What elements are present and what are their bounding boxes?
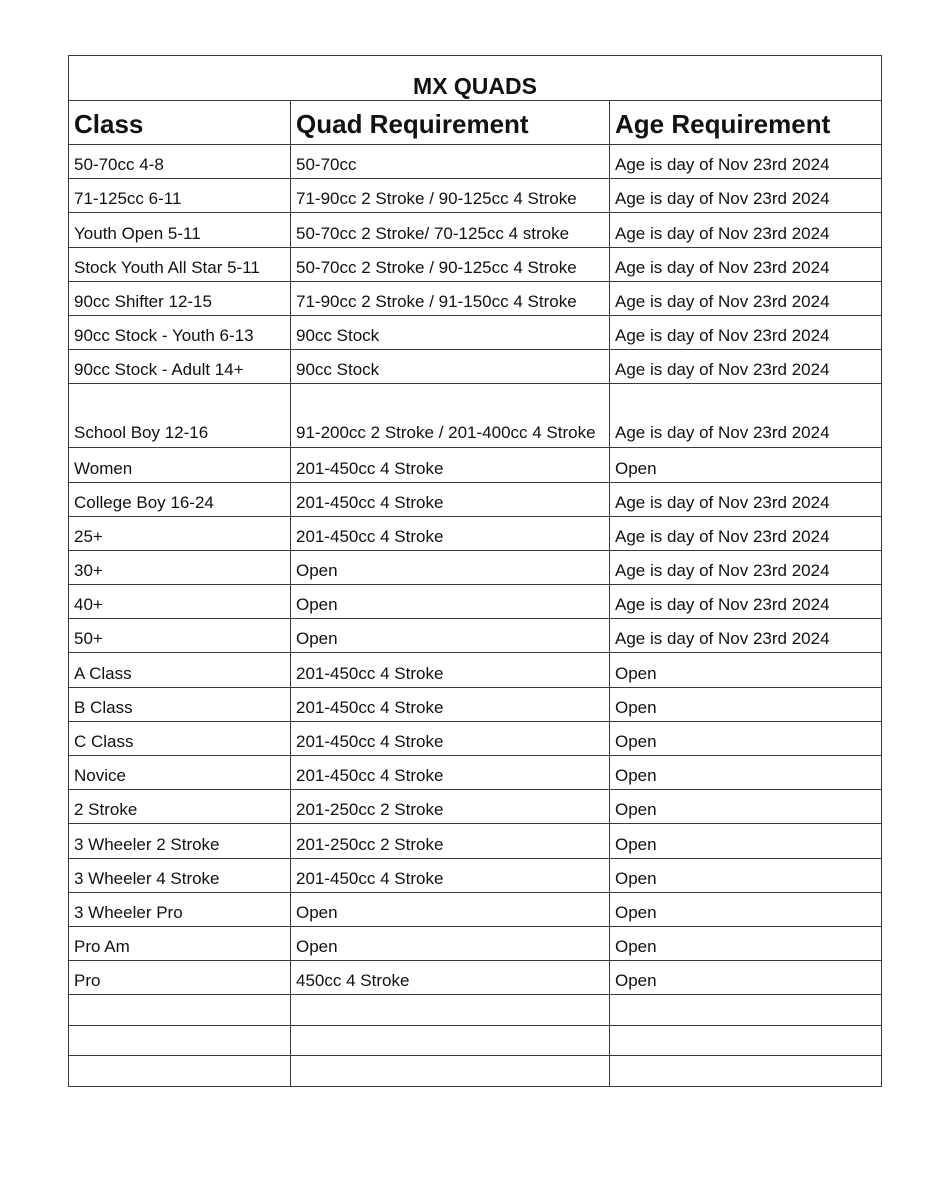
class-cell: 2 Stroke [69,790,291,824]
quad-requirement-cell: 71-90cc 2 Stroke / 91-150cc 4 Stroke [291,281,610,315]
table-row [69,790,882,824]
age-requirement-cell: Age is day of Nov 23rd 2024 [610,247,882,281]
class-cell: School Boy 12-16 [69,384,291,448]
sheet-title: MX QUADS [69,56,882,101]
column-header-class: Class [69,101,291,145]
quad-requirement-cell: 50-70cc [291,145,610,179]
table-row [69,756,882,790]
empty-cell [610,995,882,1026]
class-cell: 3 Wheeler 2 Stroke [69,824,291,858]
quad-requirement-cell: 201-450cc 4 Stroke [291,721,610,755]
quad-requirement-cell: Open [291,926,610,960]
quad-requirement-cell: 201-450cc 4 Stroke [291,858,610,892]
quad-requirement-cell: 91-200cc 2 Stroke / 201-400cc 4 Stroke [291,384,610,448]
age-requirement-cell: Age is day of Nov 23rd 2024 [610,213,882,247]
empty-cell [610,1025,882,1056]
class-cell: Women [69,448,291,482]
table-row [69,892,882,926]
quad-requirement-cell: 201-450cc 4 Stroke [291,448,610,482]
age-requirement-cell: Open [610,961,882,995]
age-requirement-cell: Open [610,892,882,926]
table-row [69,179,882,213]
class-cell: Stock Youth All Star 5-11 [69,247,291,281]
class-cell: 90cc Shifter 12-15 [69,281,291,315]
empty-cell [291,995,610,1026]
table-row [69,213,882,247]
table-row [69,350,882,384]
empty-row [69,1056,882,1087]
table-row [69,926,882,960]
table-row [69,550,882,584]
quad-requirement-cell: 201-450cc 4 Stroke [291,653,610,687]
age-requirement-cell: Open [610,687,882,721]
age-requirement-cell: Age is day of Nov 23rd 2024 [610,281,882,315]
class-cell: 30+ [69,550,291,584]
empty-row [69,1025,882,1056]
quad-requirement-cell: 201-450cc 4 Stroke [291,687,610,721]
table-row [69,281,882,315]
age-requirement-cell: Age is day of Nov 23rd 2024 [610,384,882,448]
quad-requirement-cell: Open [291,619,610,653]
table-row [69,619,882,653]
quad-requirement-cell: 50-70cc 2 Stroke / 90-125cc 4 Stroke [291,247,610,281]
table-row [69,721,882,755]
age-requirement-cell: Open [610,790,882,824]
table-row [69,145,882,179]
class-cell: 25+ [69,516,291,550]
class-cell: Pro [69,961,291,995]
table-row [69,961,882,995]
table-row [69,653,882,687]
class-cell: 90cc Stock - Youth 6-13 [69,315,291,349]
title-row [69,56,882,101]
requirements-table [68,55,882,1087]
empty-cell [69,995,291,1026]
class-cell: C Class [69,721,291,755]
age-requirement-cell: Age is day of Nov 23rd 2024 [610,550,882,584]
quad-requirement-cell: 71-90cc 2 Stroke / 90-125cc 4 Stroke [291,179,610,213]
age-requirement-cell: Open [610,721,882,755]
quad-requirement-cell: 201-450cc 4 Stroke [291,482,610,516]
column-header-quad-requirement: Quad Requirement [291,101,610,145]
class-cell: Youth Open 5-11 [69,213,291,247]
quad-requirement-cell: Open [291,892,610,926]
class-cell: 50+ [69,619,291,653]
quad-requirement-cell: 201-250cc 2 Stroke [291,790,610,824]
age-requirement-cell: Open [610,858,882,892]
table-row [69,824,882,858]
empty-cell [69,1025,291,1056]
class-cell: College Boy 16-24 [69,482,291,516]
age-requirement-cell: Age is day of Nov 23rd 2024 [610,350,882,384]
quad-requirement-cell: Open [291,585,610,619]
class-cell: B Class [69,687,291,721]
empty-cell [291,1025,610,1056]
table-row [69,858,882,892]
age-requirement-cell: Age is day of Nov 23rd 2024 [610,619,882,653]
age-requirement-cell: Age is day of Nov 23rd 2024 [610,516,882,550]
table-row [69,482,882,516]
table-row [69,516,882,550]
quad-requirement-cell: 201-450cc 4 Stroke [291,756,610,790]
table-row [69,315,882,349]
class-cell: Novice [69,756,291,790]
class-cell: 90cc Stock - Adult 14+ [69,350,291,384]
table-row [69,384,882,448]
class-cell: 40+ [69,585,291,619]
quad-requirement-cell: 201-450cc 4 Stroke [291,516,610,550]
empty-row [69,995,882,1026]
quad-requirement-cell: 90cc Stock [291,315,610,349]
table-row [69,448,882,482]
age-requirement-cell: Age is day of Nov 23rd 2024 [610,315,882,349]
class-cell: Pro Am [69,926,291,960]
empty-cell [610,1056,882,1087]
age-requirement-cell: Open [610,926,882,960]
table-row [69,247,882,281]
age-requirement-cell: Age is day of Nov 23rd 2024 [610,585,882,619]
age-requirement-cell: Open [610,653,882,687]
class-cell: A Class [69,653,291,687]
column-header-age-requirement: Age Requirement [610,101,882,145]
empty-cell [69,1056,291,1087]
age-requirement-cell: Open [610,756,882,790]
age-requirement-cell: Age is day of Nov 23rd 2024 [610,482,882,516]
quad-requirement-cell: 450cc 4 Stroke [291,961,610,995]
table-row [69,585,882,619]
mx-quads-sheet [68,55,881,1087]
class-cell: 3 Wheeler Pro [69,892,291,926]
quad-requirement-cell: 90cc Stock [291,350,610,384]
empty-cell [291,1056,610,1087]
age-requirement-cell: Open [610,448,882,482]
age-requirement-cell: Age is day of Nov 23rd 2024 [610,179,882,213]
age-requirement-cell: Open [610,824,882,858]
quad-requirement-cell: Open [291,550,610,584]
age-requirement-cell: Age is day of Nov 23rd 2024 [610,145,882,179]
class-cell: 3 Wheeler 4 Stroke [69,858,291,892]
quad-requirement-cell: 201-250cc 2 Stroke [291,824,610,858]
table-row [69,687,882,721]
quad-requirement-cell: 50-70cc 2 Stroke/ 70-125cc 4 stroke [291,213,610,247]
class-cell: 50-70cc 4-8 [69,145,291,179]
header-row [69,101,882,145]
class-cell: 71-125cc 6-11 [69,179,291,213]
